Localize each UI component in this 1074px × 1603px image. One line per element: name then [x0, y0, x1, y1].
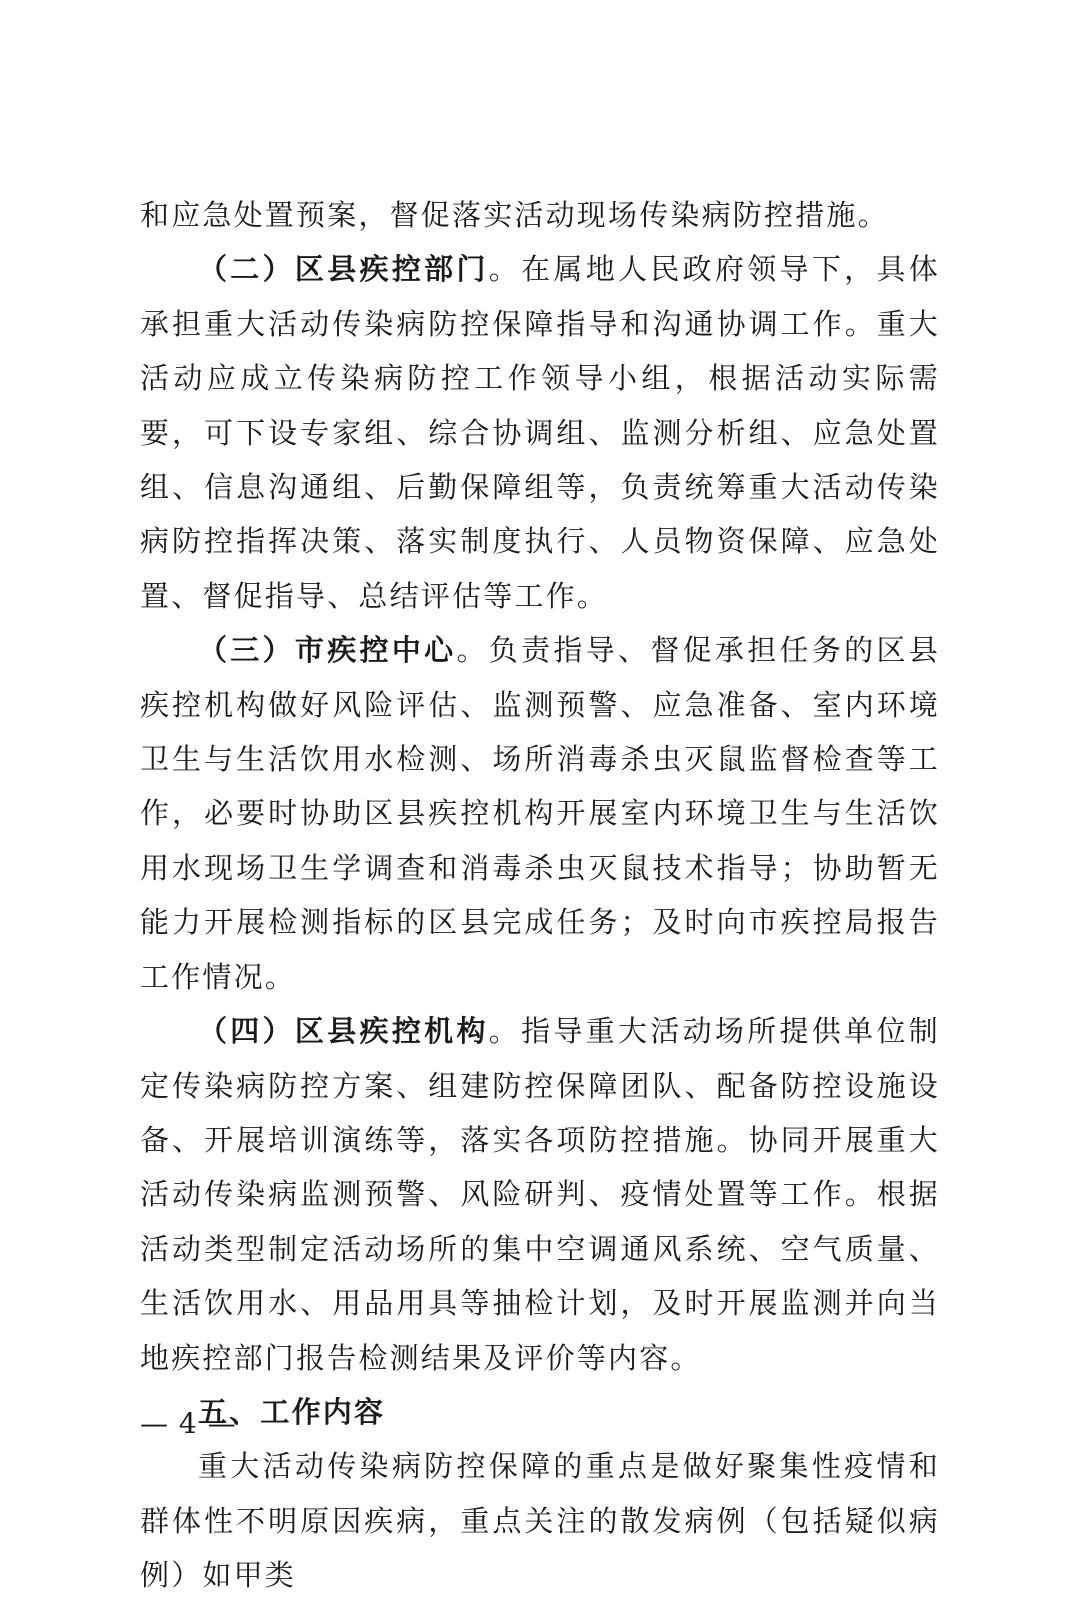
section-heading: 五、工作内容 — [198, 1394, 386, 1429]
paragraph-text: 。指导重大活动场所提供单位制定传染病防控方案、组建防控保障团队、配备防控设施设备、开展培训演练等，落实各项防控措施。协同开展重大活动传染病监测预警、风险研判、疫情处置等工作。根据活动类型制定活动场所的集中空调通风系统、空气质量、生活饮用水、用品用具等抽检计划，及时开展监测并向当地疾控部门报告检测结果及评价等内容。 — [140, 1014, 940, 1375]
paragraph-lead: （三）市疾控中心 — [198, 633, 457, 668]
paragraph-lead: （四）区县疾控机构 — [198, 1014, 489, 1049]
paragraph-text: 和应急处置预案，督促落实活动现场传染病防控措施。 — [140, 198, 889, 232]
paragraph-continuation — [140, 188, 940, 242]
paragraph-text: 。在属地人民政府领导下，具体承担重大活动传染病防控保障指导和沟通协调工作。重大活动应成立传染病防控工作领导小组，根据活动实际需要，可下设专家组、综合协调组、监测分析组、应急处置组、信息沟通组、后勤保障组等，负责统筹重大活动传染病防控指挥决策、落实制度执行、人员物资保障、应急处置、督促指导、总结评估等工作。 — [140, 252, 940, 613]
paragraph-municipal-cdc-center — [140, 623, 940, 1004]
paragraph-lead: （二）区县疾控部门 — [198, 252, 489, 287]
paragraph-work-content: 重大活动传染病防控保障的重点是做好聚集性疫情和群体性不明原因疾病，重点关注的散发病例（包括疑似病例）如甲类 — [140, 1449, 940, 1593]
page-number: — 4 — — [140, 1407, 237, 1440]
document-body — [140, 188, 940, 1603]
paragraph-district-cdc-department — [140, 242, 940, 623]
paragraph-district-cdc-institution — [140, 1004, 940, 1385]
paragraph-text: 。负责指导、督促承担任务的区县疾控机构做好风险评估、监测预警、应急准备、室内环境卫生与生活饮用水检测、场所消毒杀虫灭鼠监督检查等工作，必要时协助区县疾控机构开展室内环境卫生与生活饮用水现场卫生学调查和消毒杀虫灭鼠技术指导；协助暂无能力开展检测指标的区县完成任务；及时向市疾控局报告工作情况。 — [140, 633, 940, 994]
